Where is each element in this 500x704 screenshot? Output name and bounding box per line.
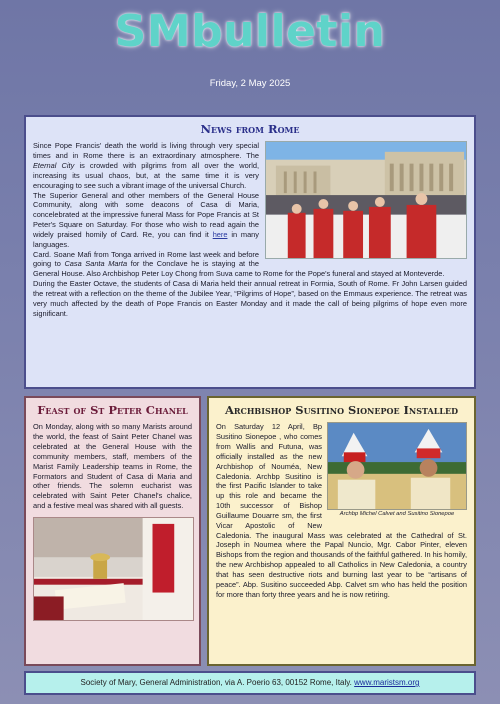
st-peter-chanel-section <box>24 396 201 666</box>
st-peters-square-photo <box>265 141 467 259</box>
website-link[interactable]: www.maristsm.org <box>354 678 420 687</box>
eucharist-photo <box>33 517 194 621</box>
bishops-photo <box>327 422 467 510</box>
susitino-title: Archbishop Susitino Sionepoe Installed <box>224 403 459 417</box>
homily-link[interactable]: here <box>212 229 228 239</box>
masthead-title <box>0 6 500 57</box>
footer-address: Society of Mary, General Administration, via A. Poerio 63, 00152 Rome, Italy. www.maristsm.org <box>24 671 476 695</box>
news-paragraph-2: The Superior General and other members of the General House Community, along with some deacons of Casa di Maria, concelebrated at the impressive funeral Mass for Pope Francis at St Peter's Square on Saturday. For those who wish to read again the widely praised homily of Card. Re, you can find it here in many languages. <box>33 190 259 249</box>
chanel-body: On Monday, along with so many Marists around the world, the feast of Saint Peter Chanel was celebrated at the General House with the community members, staff, members of the Marist Family Leadership teams in Rome, the Formators and Student of Casa di Maria and other friends. The solemn eucharist was celebrated with Saint Peter Chanel's chalice, and a festive meal was shared with all guests. <box>33 422 192 511</box>
news-title: News from Rome <box>200 122 300 136</box>
news-from-rome-section <box>24 115 476 389</box>
archbishop-susitino-section <box>207 396 476 666</box>
bishops-photo-caption: Archbp Michel Calvet and Susitino Sionepoe <box>339 511 455 518</box>
news-paragraph-3: Card. Soane Mafi from Tonga arrived in Rome last week and before going to Casa Santa Marta for the Conclave he is staying at the General House. Also Archbishop Peter Loy Chong from Suva came to Rome for the Pope's funeral and stayed at Monteverde. <box>33 249 445 279</box>
news-paragraph-4: During the Easter Octave, the students of Casa di Maria held their annual retreat in Formia, South of Rome. Fr John Larsen guided the retreat with a reflection on the theme of the Jubilee Year, “Pilgrims of Hope”, based on the Emmaus experience. The retreat was very much affected by the death of Pope Francis on Easter Monday and it made the call of being pilgrims of hope even more significant. <box>33 279 467 318</box>
masthead-sm: SM <box>114 6 192 57</box>
issue-date: Friday, 2 May 2025 <box>209 78 291 89</box>
news-paragraph-1: Since Pope Francis' death the world is living through very special times and in Rome there is an extraordinary atmosphere. The Eternal City is crowded with pilgrims from all over the world, increasing its usual chaos, but, at the same time it is very encouraging to see such a vibrant image of the universal Church. <box>33 141 259 190</box>
chanel-title: Feast of St Peter Chanel <box>37 403 188 417</box>
susitino-body: On Saturday 12 April, Bp Susitino Sionepoe , who comes from Wallis and Futuna, was officially installed as the new Archbishop of Nouméa, New Caledonia. Archbp Susitino is the first Pacific Islander to take up this role and became the 10th successor of Bishop Guillaume Douarre sm, the first Vicar Apostolic of New Caledonia. The inaugural Mass was celebrated at the Cathedral of St. Joseph in Noumea where the Papal Nuncio, Mgr. Cabor Pinter, eleven Bishops from the region and thousands of the faithful gathered. In his homily, the new Archbishop appealed to all Catholics in New Caledonia, a country that has seen destructive riots and burning last year to be “artisans of peace”. Abp. Susitino succeeded Abp. Calvet sm who has held the position for more than forty three years and he is now retiring. <box>216 422 467 599</box>
masthead-bulletin: bulletin <box>191 6 386 57</box>
